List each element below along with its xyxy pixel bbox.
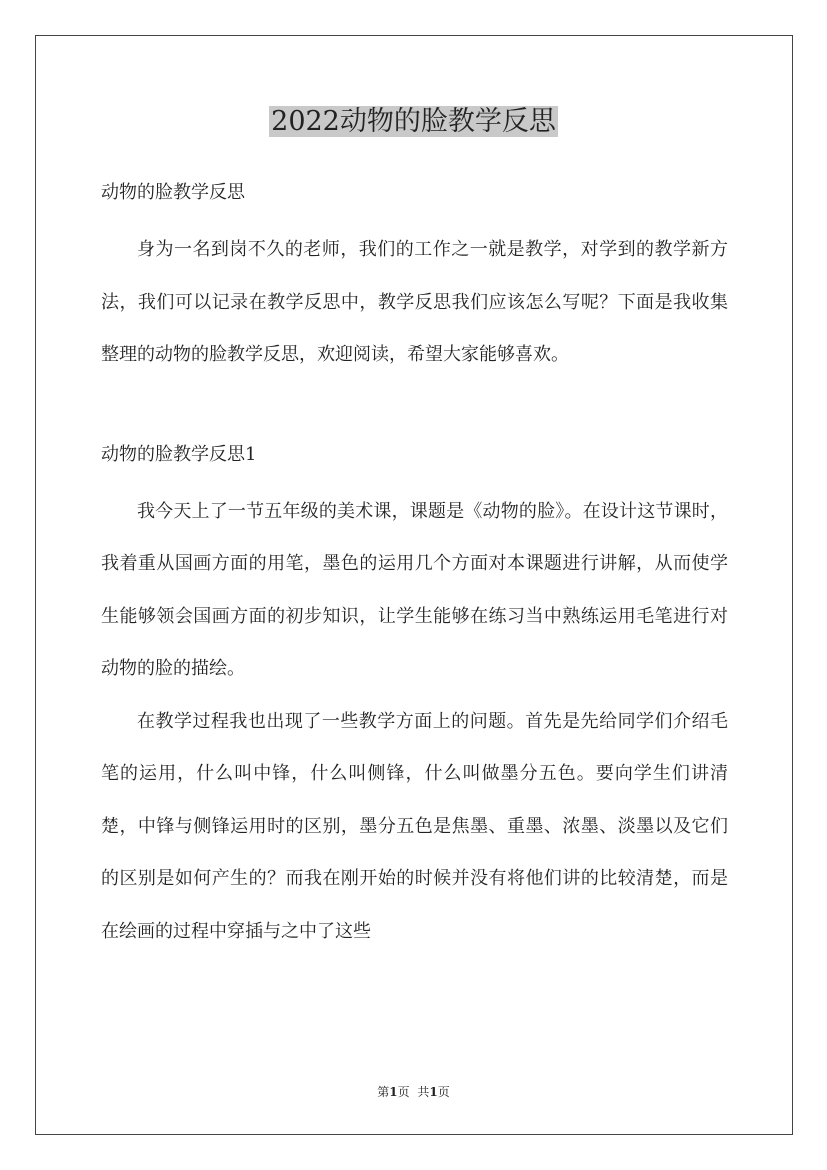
footer-total-pages: 1 xyxy=(429,1085,438,1099)
footer-total-prefix: 共 xyxy=(417,1085,430,1099)
footer-page-suffix: 页 xyxy=(397,1085,410,1099)
document-title-text: 2022动物的脸教学反思 xyxy=(271,106,556,137)
footer-page-prefix: 第 xyxy=(377,1085,390,1099)
page-footer xyxy=(0,1082,827,1102)
section-1-paragraph-2: 在教学过程我也出现了一些教学方面上的问题。首先是先给同学们介绍毛笔的运用，什么叫中锋，什么叫侧锋，什么叫做墨分五色。要向学生们讲清楚，中锋与侧锋运用时的区别，墨分五色是焦墨、重墨、浓墨、淡墨以及它们的区别是如何产生的？而我在刚开始的时候并没有将他们讲的比较清楚，而是在绘画的过程中穿插与之中了这些 xyxy=(101,710,728,942)
section-1-heading: 动物的脸教学反思1 xyxy=(101,443,257,465)
section-1-paragraph-1: 我今天上了一节五年级的美术课，课题是《动物的脸》。在设计这节课时，我着重从国画方面的用笔，墨色的运用几个方面对本课题进行讲解，从而使学生能够领会国画方面的初步知识，让学生能够在练习当中熟练运用毛笔进行对动物的脸的描绘。 xyxy=(101,500,728,679)
footer-total-suffix: 页 xyxy=(437,1085,450,1099)
document-title xyxy=(0,102,827,142)
subheading: 动物的脸教学反思 xyxy=(101,182,245,203)
document-body xyxy=(101,172,728,958)
intro-paragraph: 身为一名到岗不久的老师，我们的工作之一就是教学，对学到的教学新方法，我们可以记录在教学反思中，教学反思我们应该怎么写呢？下面是我收集整理的动物的脸教学反思，欢迎阅读，希望大家能够喜欢。 xyxy=(101,239,728,365)
footer-page-number: 1 xyxy=(389,1085,398,1099)
